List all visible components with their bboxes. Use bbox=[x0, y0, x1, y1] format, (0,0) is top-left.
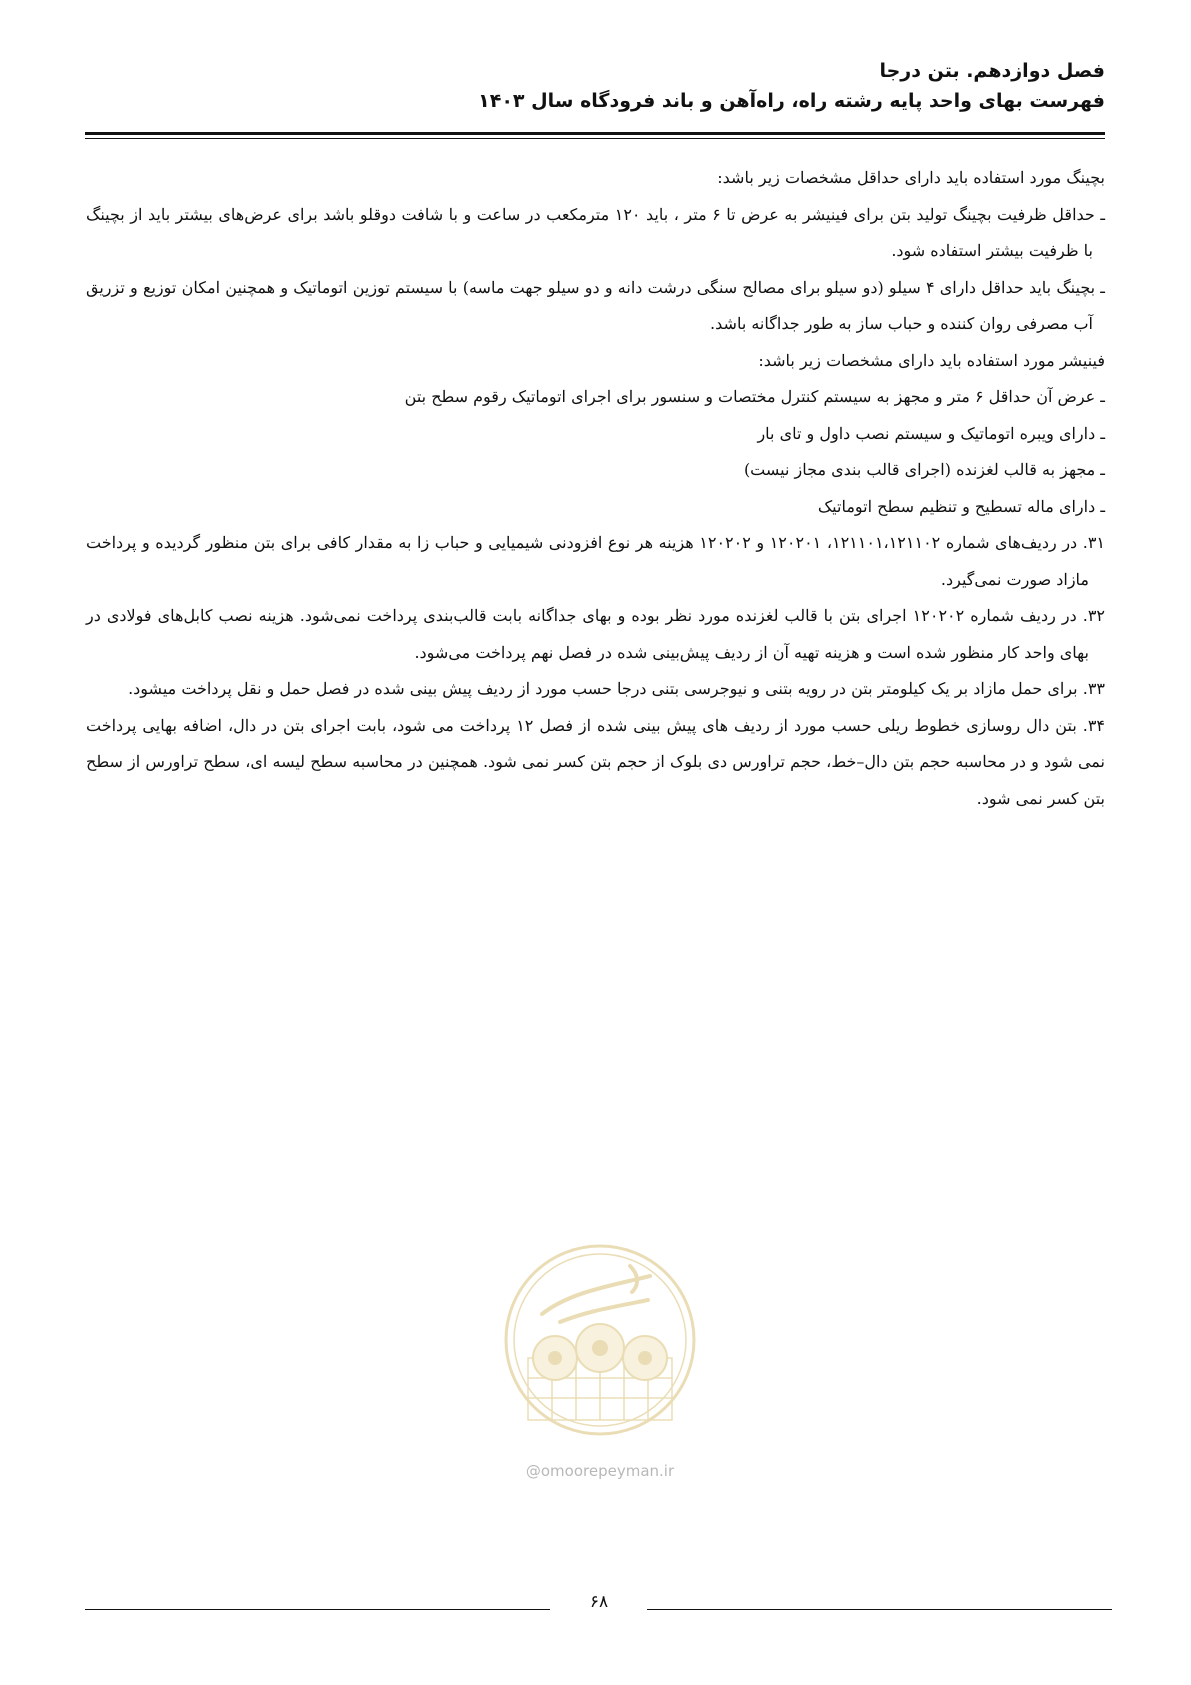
note-34: ۳۴. بتن دال روسازی خطوط ریلی حسب مورد از ردیف های پیش بینی شده از فصل ۱۲ پرداخت می شود، بابت اجرای بتن در دال، اضافه بهایی پرداخت نمی شود و در محاسبه حجم بتن دال–خط، حجم تراورس دی بلوک از حجم بتن کسر نمی شود. همچنین در محاسبه سطح لیسه ای، سطح تراورس از سطح بتن کسر نمی شود. bbox=[86, 715, 1105, 808]
note-32: ۳۲. در ردیف شماره ۱۲۰۲۰۲ اجرای بتن با قالب لغزنده مورد نظر بوده و بهای جداگانه بابت قالب‌بندی پرداخت نمی‌شود. هزینه نصب کابل‌های فولادی در بهای واحد کار منظور شده است و هزینه تهیه آن از ردیف پیش‌بینی شده در فصل نهم پرداخت می‌شود. bbox=[86, 606, 1105, 662]
note-33: ۳۳. برای حمل مازاد بر یک کیلومتر بتن در رویه بتنی و نیوجرسی بتنی درجا حسب مورد از ردیف پیش بینی شده در فصل حمل و نقل پرداخت میشود. bbox=[128, 679, 1105, 698]
document-title: فهرست بهای واحد پایه رشته راه، راه‌آهن و باند فرودگاه سال ۱۴۰۳ bbox=[478, 90, 1105, 112]
bullet-batching-silos: ـ بچینگ باید حداقل دارای ۴ سیلو (دو سیلو برای مصالح سنگی درشت دانه و دو سیلو جهت ماسه) با سیستم توزین اتوماتیک و همچنین امکان توزیع و تزریق آب مصرفی روان کننده و حباب ساز به طور جداگانه باشد. bbox=[86, 277, 1105, 333]
paragraph-batching-intro: بچینگ مورد استفاده باید دارای حداقل مشخصات زیر باشد: bbox=[717, 168, 1105, 187]
body-text bbox=[86, 160, 1105, 817]
bullet-batching-capacity: ـ حداقل ظرفیت بچینگ تولید بتن برای فینیشر به عرض تا ۶ متر ، باید ۱۲۰ مترمکعب در ساعت و با شافت دوقلو باشد برای عرض‌های بیشتر باید از بچینگ با ظرفیت بیشتر استفاده شود. bbox=[86, 204, 1106, 260]
page-header bbox=[85, 56, 1105, 116]
bullet-finisher-vibrator: ـ دارای ویبره اتوماتیک و سیستم نصب داول و تای بار bbox=[757, 423, 1105, 443]
paragraph-finisher-intro: فینیشر مورد استفاده باید دارای مشخصات زیر باشد: bbox=[758, 350, 1105, 370]
bullet-finisher-width: ـ عرض آن حداقل ۶ متر و مجهز به سیستم کنترل مختصات و سنسور برای اجرای اتوماتیک رقوم سطح بتن bbox=[404, 387, 1105, 406]
chapter-title: فصل دوازدهم. بتن درجا bbox=[879, 60, 1105, 82]
bullet-finisher-slipform: ـ مجهز به قالب لغزنده (اجرای قالب بندی مجاز نیست) bbox=[743, 460, 1105, 479]
watermark-url: @omoorepeyman.ir bbox=[525, 1462, 675, 1480]
footer-rule-right bbox=[647, 1609, 1112, 1610]
header-rule-thin bbox=[85, 138, 1105, 139]
header-rule-thick bbox=[85, 132, 1105, 135]
watermark-logo bbox=[500, 1240, 700, 1462]
bullet-finisher-float: ـ دارای ماله تسطیح و تنظیم سطح اتوماتیک bbox=[817, 496, 1105, 516]
page-number: ۶۸ bbox=[589, 1592, 609, 1612]
note-31: ۳۱. در ردیف‌های شماره ۱۲۱۱۰۱،۱۲۱۱۰۲، ۱۲۰۲۰۱ و ۱۲۰۲۰۲ هزینه هر نوع افزودنی شیمیایی و حباب زا به مقدار کافی برای بتن منظور گردیده و پرداخت مازاد صورت نمی‌گیرد. bbox=[86, 533, 1105, 589]
footer-rule-left bbox=[85, 1609, 550, 1610]
